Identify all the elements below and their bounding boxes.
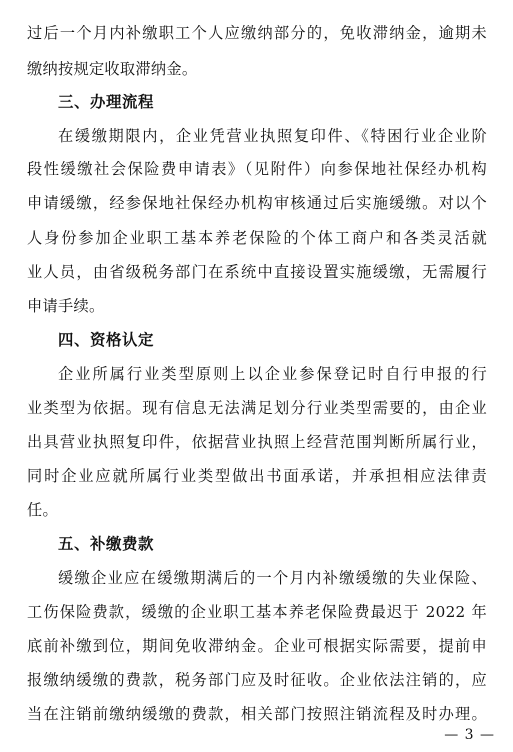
body-text-line: 底前补缴到位，期间免收滞纳金。企业可根据实际需要，提前申 (27, 637, 487, 655)
body-text-line: 出具营业执照复印件，依据营业执照上经营范围判断所属行业， (27, 433, 487, 451)
section-heading-qualification: 四、资格认定 (58, 331, 154, 349)
body-text-line: 缓缴企业应在缓缴期满后的一个月内补缴缓缴的失业保险、 (58, 569, 487, 587)
body-text-line: 在缓缴期限内，企业凭营业执照复印件、《特困行业企业阶 (58, 127, 487, 145)
body-text-line: 缴纳按规定收取滞纳金。 (27, 60, 198, 78)
body-text-line: 申请手续。 (27, 297, 105, 315)
body-text-line: 过后一个月内补缴职工个人应缴纳部分的，免收滞纳金，逾期未 (27, 24, 487, 42)
section-heading-process: 三、办理流程 (58, 93, 154, 111)
body-text-line: 工伤保险费款，缓缴的企业职工基本养老保险费最迟于 2022 年 (27, 603, 487, 621)
body-text-line: 报缴纳缓缴的费款，税务部门应及时征收。企业依法注销的，应 (27, 671, 487, 689)
body-text-line: 段性缓缴社会保险费申请表》（见附件）向参保地社保经办机构 (27, 160, 487, 178)
body-text-line: 企业所属行业类型原则上以企业参保登记时自行申报的行 (58, 365, 487, 383)
body-text-line: 申请缓缴，经参保地社保经办机构审核通过后实施缓缴。对以个 (27, 194, 487, 212)
section-heading-payment: 五、补缴费款 (58, 535, 154, 553)
body-text-line: 人身份参加企业职工基本养老保险的个体工商户和各类灵活就 (27, 229, 487, 247)
body-text-line: 当在注销前缴纳缓缴的费款，相关部门按照注销流程及时办理。 (27, 705, 487, 723)
body-text-line: 同时企业应就所属行业类型做出书面承诺，并承担相应法律责 (27, 467, 487, 485)
body-text-line: 业类型为依据。现有信息无法满足划分行业类型需要的，由企业 (27, 399, 487, 417)
body-text-line: 任。 (27, 501, 58, 519)
body-text-line: 业人员，由省级税务部门在系统中直接设置实施缓缴，无需履行 (27, 263, 487, 281)
page-number: — 3 — (444, 727, 495, 743)
